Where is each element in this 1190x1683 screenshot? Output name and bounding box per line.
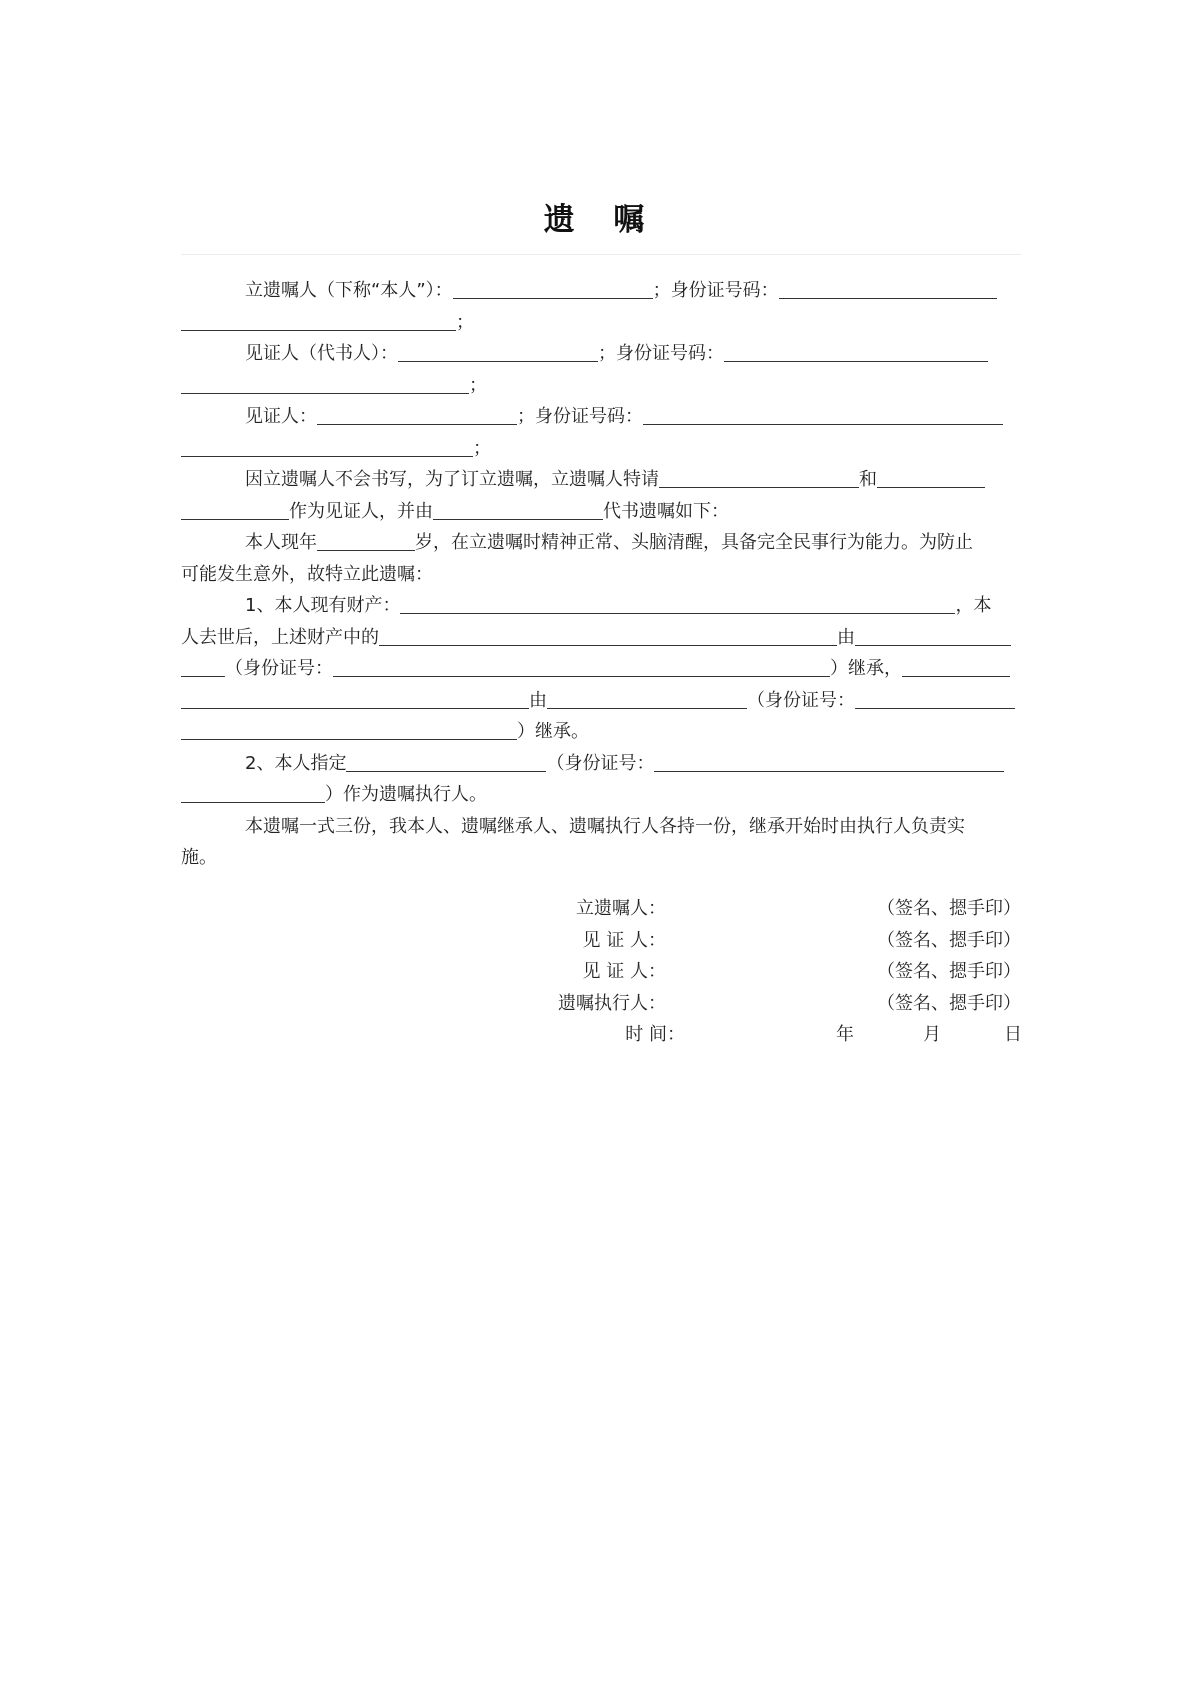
signature-label: 见 证 人： xyxy=(582,929,666,951)
testator-name-field[interactable] xyxy=(453,278,653,299)
testator-id-label: ；身份证号码： xyxy=(652,280,779,301)
capacity-text-1: 本人现年 xyxy=(245,532,317,553)
testator-id-field-continued[interactable] xyxy=(181,310,456,331)
date-day[interactable]: 日 xyxy=(1004,1024,1022,1045)
clause1-text-6: ）继承， xyxy=(830,658,902,679)
testator-end: ； xyxy=(456,311,474,333)
witness-scribe-paragraph xyxy=(181,338,1021,401)
clause2-text-3: ）作为遗嘱执行人。 xyxy=(325,784,487,805)
intro-scribe-field[interactable] xyxy=(433,499,603,520)
witness-scribe-id-field[interactable] xyxy=(724,341,988,362)
clause1-text-8: （身份证号： xyxy=(747,689,855,711)
clause2-text-1: 2、本人指定 xyxy=(245,752,347,774)
testator-label: 立遗嘱人（下称“本人”）： xyxy=(245,280,453,301)
signature-note[interactable]: （签名、摁手印） xyxy=(877,929,1021,951)
clause1-text-5: （身份证号： xyxy=(225,658,333,679)
witness-paragraph xyxy=(181,401,1021,464)
executor-id-field-continued[interactable] xyxy=(181,782,325,803)
age-field[interactable] xyxy=(317,530,415,551)
witness-scribe-end: ； xyxy=(469,374,487,396)
date-year[interactable]: 年 xyxy=(836,1024,854,1045)
signature-row-executor xyxy=(181,988,1021,1020)
property-portion-1-field[interactable] xyxy=(379,625,837,646)
witness-id-field-continued[interactable] xyxy=(181,436,473,457)
signature-note[interactable]: （签名、摁手印） xyxy=(877,961,1021,982)
property-field[interactable] xyxy=(400,593,955,614)
capacity-text-2: 岁，在立遗嘱时精神正常、头脑清醒，具备完全民事行为能力。为防止 xyxy=(415,532,973,553)
intro-text-2: 和 xyxy=(859,469,877,490)
clause2-text-2: （身份证号： xyxy=(546,752,655,774)
clause1-text-9: ）继承。 xyxy=(517,721,589,742)
witness-id-label: ；身份证号码： xyxy=(517,406,643,427)
signature-label: 遗嘱执行人： xyxy=(558,992,666,1014)
clause1-text-7: 由 xyxy=(529,689,547,711)
signature-row-witness-2 xyxy=(181,956,1021,988)
copies-paragraph xyxy=(181,811,1021,874)
clause1-text-3: 人去世后，上述财产中的 xyxy=(181,626,379,648)
document-title: 遗 嘱 xyxy=(543,202,659,238)
heir-2-name-field[interactable] xyxy=(547,688,747,709)
copies-text-1: 本遗嘱一式三份，我本人、遗嘱继承人、遗嘱执行人各持一份，继承开始时由执行人负责实 xyxy=(245,815,965,837)
heir-2-id-field-continued[interactable] xyxy=(181,719,517,740)
witness-label: 见证人： xyxy=(245,406,317,427)
signature-block xyxy=(181,893,1021,1051)
witness-scribe-name-field[interactable] xyxy=(398,341,598,362)
intro-witness1-field[interactable] xyxy=(659,467,859,488)
heir-1-id-field[interactable] xyxy=(333,656,830,677)
intro-text-1: 因立遗嘱人不会书写，为了订立遗嘱，立遗嘱人特请 xyxy=(245,469,659,490)
document-body xyxy=(181,275,1021,874)
capacity-paragraph xyxy=(181,527,1021,590)
witness-scribe-id-field-continued[interactable] xyxy=(181,373,469,394)
date-month[interactable]: 月 xyxy=(923,1024,941,1045)
signature-note[interactable]: （签名、摁手印） xyxy=(877,898,1021,919)
executor-name-field[interactable] xyxy=(346,751,546,772)
testator-paragraph xyxy=(181,275,1021,338)
capacity-text-3: 可能发生意外，故特立此遗嘱： xyxy=(181,563,433,585)
date-label: 时 间： xyxy=(625,1024,685,1045)
intro-text-4: 代书遗嘱如下： xyxy=(603,500,729,522)
copies-text-2: 施。 xyxy=(181,847,217,868)
testator-id-field[interactable] xyxy=(779,278,997,299)
intro-witness2-field-continued[interactable] xyxy=(181,499,289,520)
property-portion-2-field[interactable] xyxy=(902,656,1010,677)
clause1-text-4: 由 xyxy=(837,626,855,648)
signature-row-witness-1 xyxy=(181,925,1021,957)
clause1-text-2: ，本 xyxy=(955,595,992,616)
heir-1-name-field[interactable] xyxy=(855,625,1011,646)
signature-label: 见 证 人： xyxy=(582,961,666,982)
heir-2-id-field[interactable] xyxy=(855,688,1015,709)
witness-name-field[interactable] xyxy=(317,404,517,425)
clause-1-paragraph xyxy=(181,590,1021,748)
witness-scribe-label: 见证人（代书人）： xyxy=(245,343,398,364)
executor-id-field[interactable] xyxy=(654,751,1004,772)
clause1-text-1: 1、本人现有财产： xyxy=(245,595,401,616)
intro-text-3: 作为见证人，并由 xyxy=(289,500,433,522)
clause-2-paragraph xyxy=(181,748,1021,811)
date-row xyxy=(181,1019,1021,1051)
witness-end: ； xyxy=(473,437,491,459)
property-portion-2-field-continued[interactable] xyxy=(181,688,529,709)
witness-scribe-id-label: ；身份证号码： xyxy=(598,343,724,364)
title-divider xyxy=(181,254,1021,255)
witness-id-field[interactable] xyxy=(643,404,1003,425)
intro-paragraph xyxy=(181,464,1021,527)
heir-1-name-field-continued[interactable] xyxy=(181,656,225,677)
signature-note[interactable]: （签名、摁手印） xyxy=(877,992,1021,1014)
signature-row-testator xyxy=(181,893,1021,925)
intro-witness2-field[interactable] xyxy=(877,467,985,488)
signature-label: 立遗嘱人： xyxy=(576,898,666,919)
